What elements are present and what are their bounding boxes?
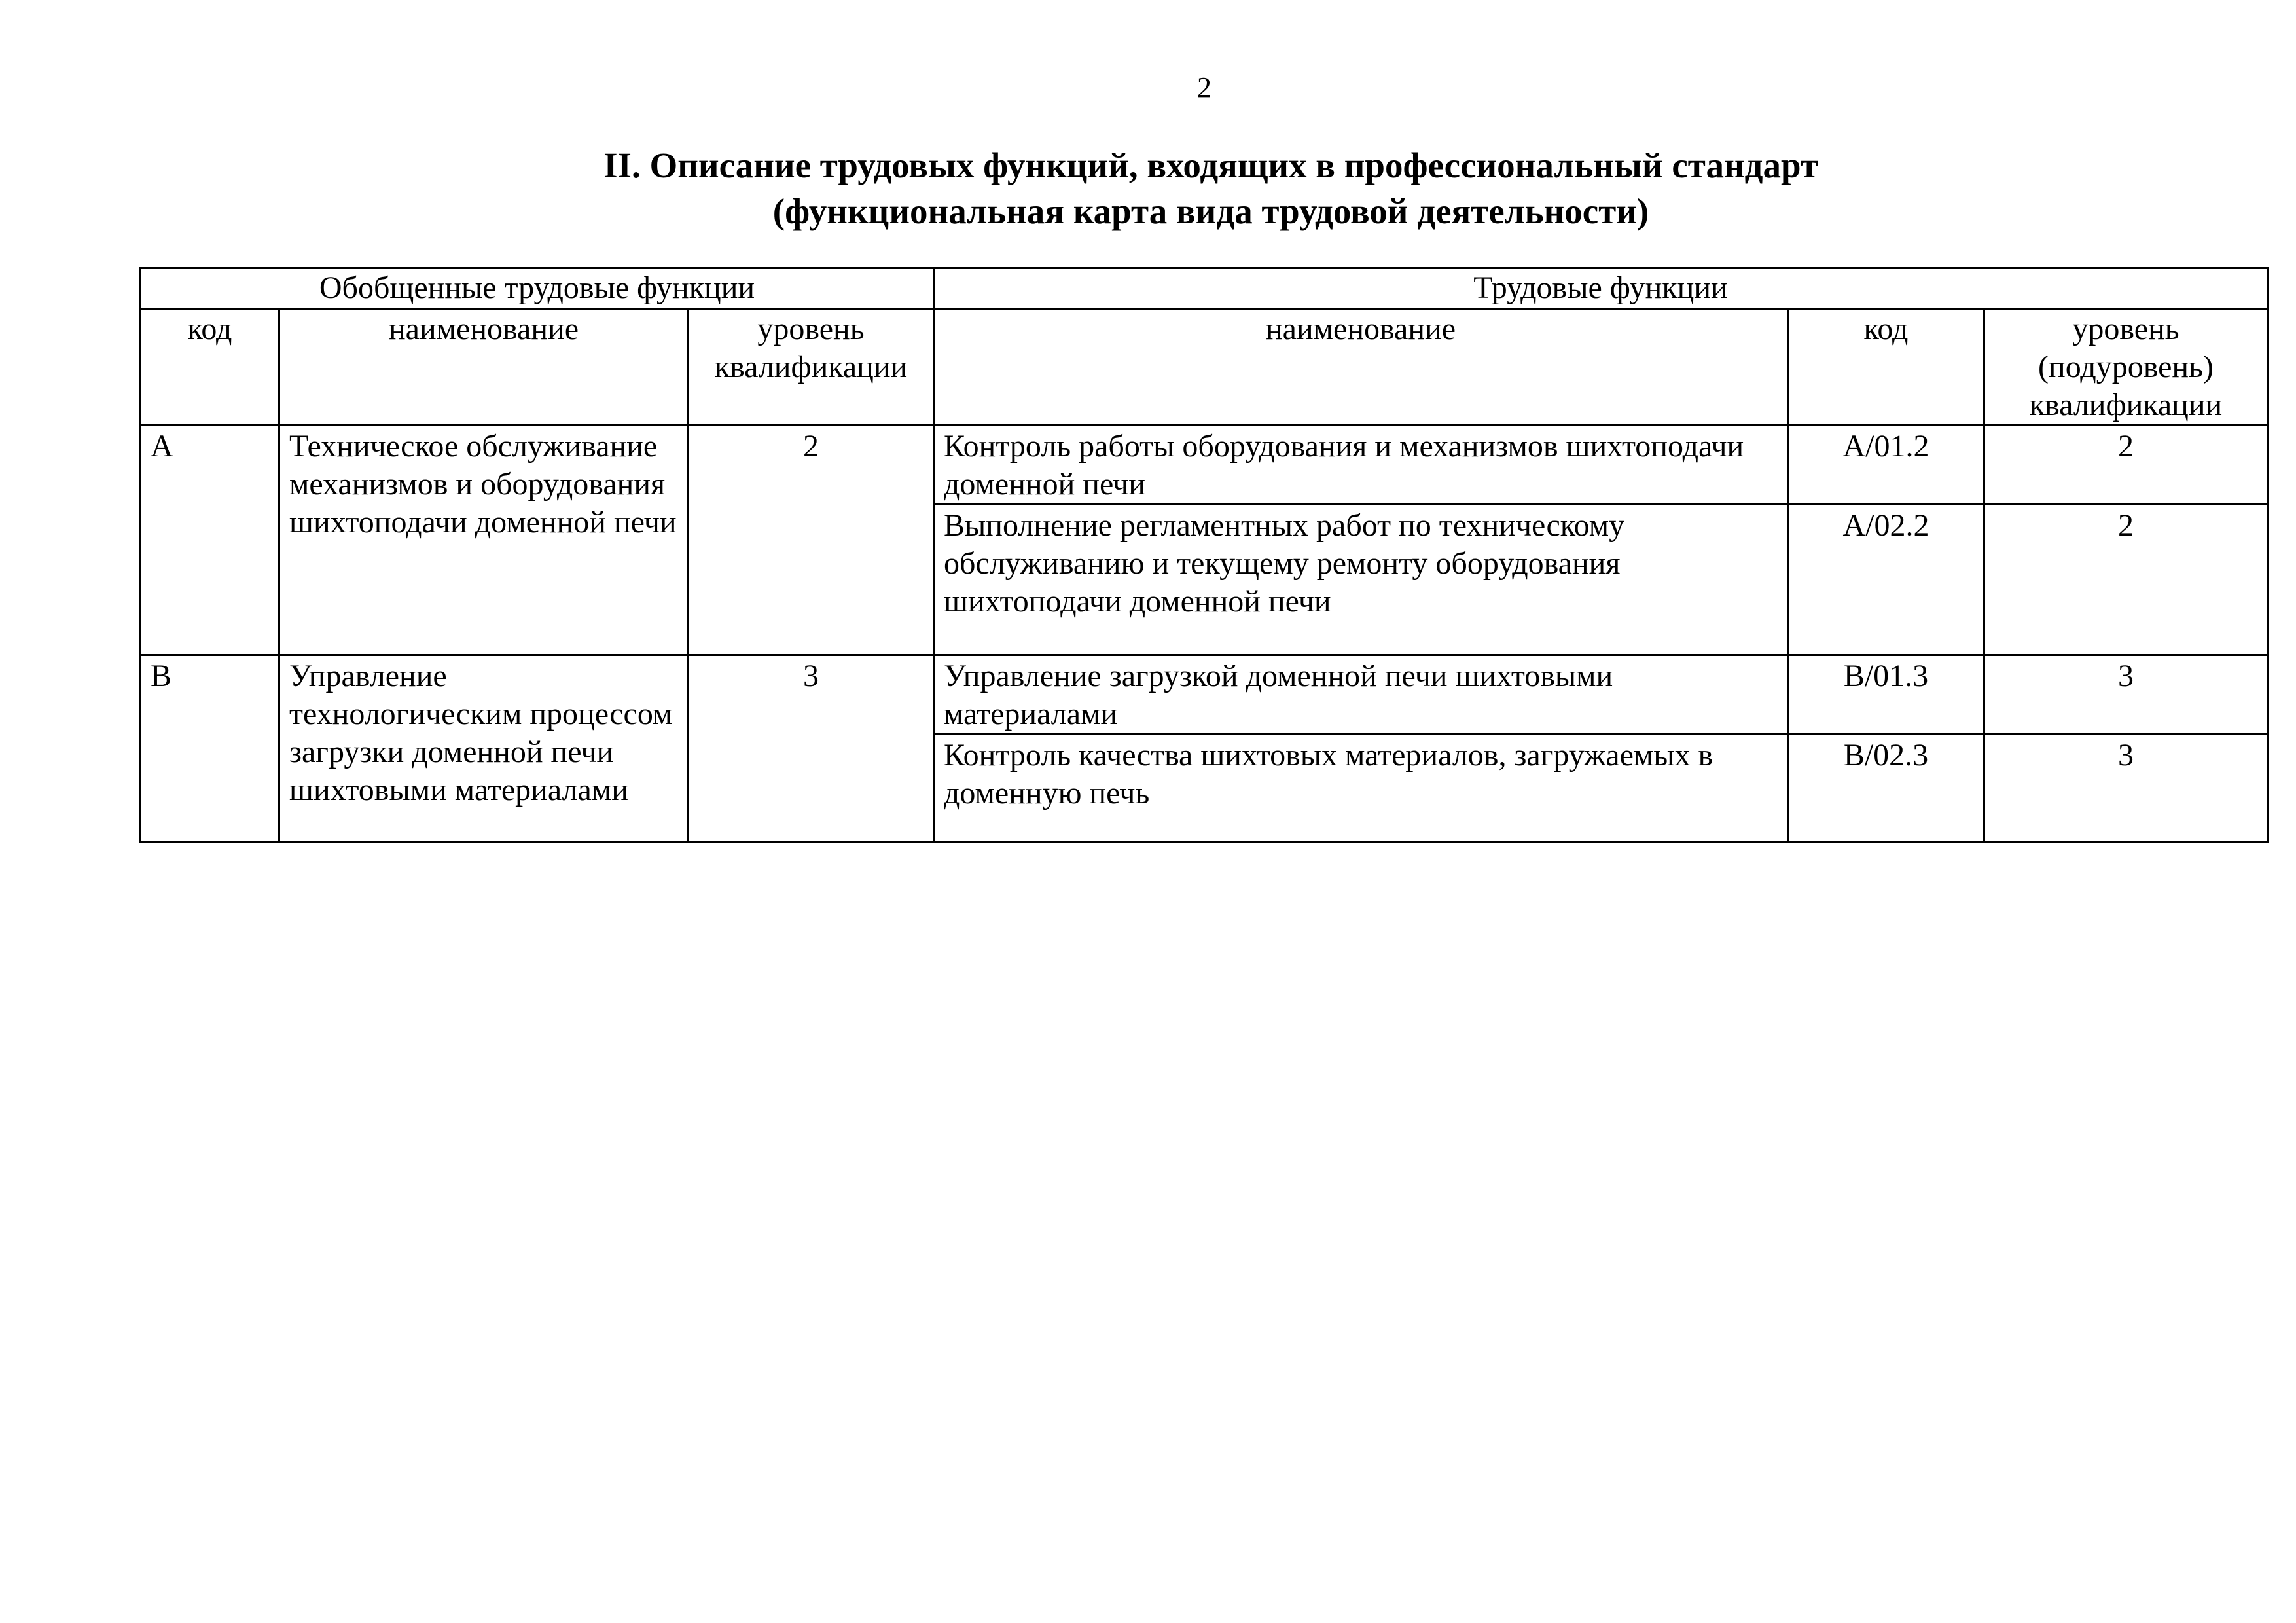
gen-function-code: A	[141, 426, 279, 655]
functional-map-table	[139, 267, 2269, 843]
page-number: 2	[1197, 71, 1211, 103]
labor-function-name: Контроль работы оборудования и механизмов шихтоподачи доменной печи	[934, 426, 1788, 505]
labor-function-code: B/02.3	[1788, 735, 1984, 842]
section-title-line-1: II. Описание трудовых функций, входящих в профессиональный стандарт	[603, 145, 1818, 185]
header-labor-functions: Трудовые функции	[934, 268, 2268, 310]
header-gen-level: уровень квалификации	[689, 310, 934, 426]
gen-function-name: Техническое обслуживание механизмов и оборудования шихтоподачи доменной печи	[279, 426, 689, 655]
labor-function-code: B/01.3	[1788, 655, 1984, 735]
header-fn-code: код	[1788, 310, 1984, 426]
group-header-row	[141, 268, 2268, 310]
header-gen-name: наименование	[279, 310, 689, 426]
gen-function-name: Управление технологическим процессом загрузки доменной печи шихтовыми материалами	[279, 655, 689, 842]
labor-function-level: 2	[1984, 505, 2268, 655]
labor-function-code: A/01.2	[1788, 426, 1984, 505]
section-title	[0, 143, 2296, 234]
table-row	[141, 655, 2268, 735]
labor-function-name: Контроль качества шихтовых материалов, загружаемых в доменную печь	[934, 735, 1788, 842]
gen-function-level: 2	[689, 426, 934, 655]
header-fn-level: уровень (подуровень) квалификации	[1984, 310, 2268, 426]
gen-function-level: 3	[689, 655, 934, 842]
labor-function-level: 3	[1984, 655, 2268, 735]
gen-function-code: B	[141, 655, 279, 842]
header-generalized-functions: Обобщенные трудовые функции	[141, 268, 934, 310]
labor-function-level: 2	[1984, 426, 2268, 505]
labor-function-name: Выполнение регламентных работ по техническому обслуживанию и текущему ремонту оборудования шихтоподачи доменной печи	[934, 505, 1788, 655]
labor-function-name: Управление загрузкой доменной печи шихтовыми материалами	[934, 655, 1788, 735]
labor-function-level: 3	[1984, 735, 2268, 842]
header-fn-name: наименование	[934, 310, 1788, 426]
labor-function-code: A/02.2	[1788, 505, 1984, 655]
section-title-line-2: (функциональная карта вида трудовой деятельности)	[772, 191, 1649, 231]
header-gen-code: код	[141, 310, 279, 426]
column-header-row	[141, 310, 2268, 426]
table-row	[141, 426, 2268, 505]
